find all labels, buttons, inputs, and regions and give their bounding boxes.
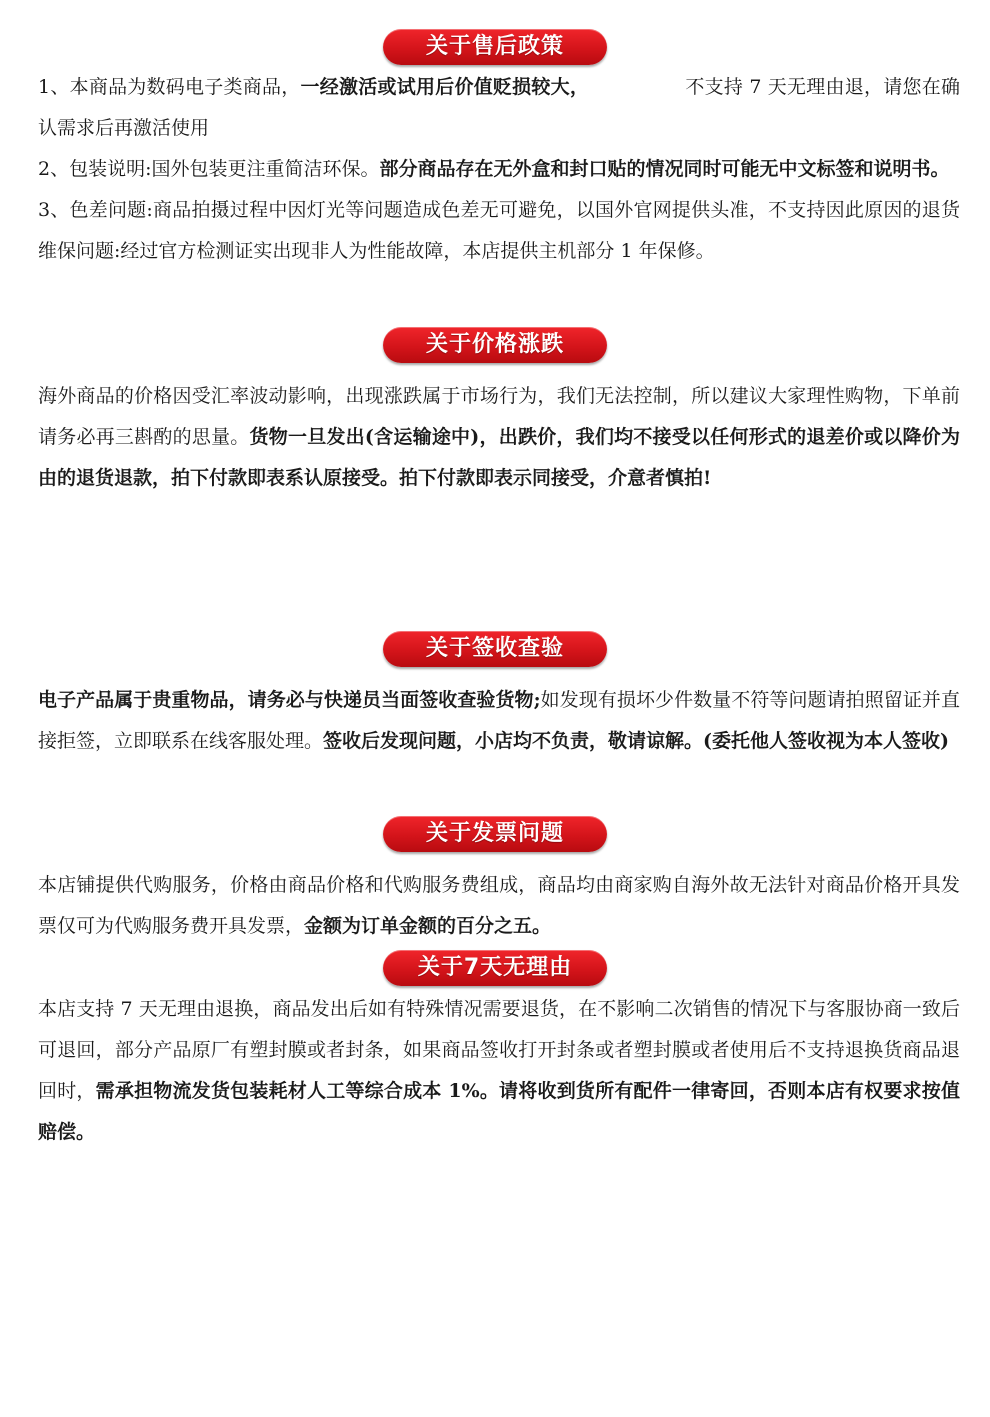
inspection-banner: 关于签收查验 bbox=[383, 631, 607, 667]
after-sales-item-1-emphasis: 一经激活或试用后价值贬损较大， bbox=[300, 76, 590, 98]
price-text: 海外商品的价格因受汇率波动影响，出现涨跌属于市场行为，我们无法控制，所以建议大家理性购物，下单前请务必再三斟酌的思量。 bbox=[38, 385, 960, 448]
price-paragraph bbox=[38, 376, 960, 499]
price-banner: 关于价格涨跌 bbox=[383, 327, 607, 363]
after-sales-item-2-emphasis: 部分商品存在无外盒和封口贴的情况同时可能无中文标签和说明书。 bbox=[379, 158, 950, 180]
after-sales-item-1 bbox=[38, 67, 960, 149]
after-sales-item-3: 3、色差问题:商品拍摄过程中因灯光等问题造成色差无可避免，以国外官网提供头准，不支持因此原因的退货维保问题:经过官方检测证实出现非人为性能故障，本店提供主机部分 1 年保修。 bbox=[38, 199, 960, 262]
inspection-section bbox=[38, 680, 960, 762]
inspection-text: 如发现有损坏少件数量不符等问题请拍照留证并直接拒签，立即联系在线客服处理。 bbox=[38, 689, 960, 752]
invoice-section bbox=[38, 865, 960, 947]
return7-paragraph bbox=[38, 989, 960, 1153]
return7-emphasis: 需承担物流发货包装耗材人工等综合成本 1%。请将收到货所有配件一律寄回，否则本店有权要求按值赔偿。 bbox=[38, 1080, 960, 1143]
after-sales-item-1-text: 1、本商品为数码电子类商品， bbox=[38, 76, 301, 98]
invoice-banner: 关于发票问题 bbox=[383, 816, 607, 852]
after-sales-item-2-text: 2、包装说明:国外包装更注重简洁环保。 bbox=[38, 158, 380, 180]
inspection-emphasis-2: 签收后发现问题，小店均不负责，敬请谅解。(委托他人签收视为本人签收) bbox=[323, 730, 949, 752]
price-section bbox=[38, 376, 960, 499]
after-sales-item-1-tail: 不支持 7 天无理由退，请您在确认需求后再激活使用 bbox=[38, 76, 960, 139]
after-sales-section bbox=[38, 67, 960, 272]
after-sales-banner: 关于售后政策 bbox=[383, 29, 607, 65]
inspection-emphasis-1: 电子产品属于贵重物品，请务必与快递员当面签收查验货物; bbox=[38, 689, 541, 711]
return7-section bbox=[38, 989, 960, 1153]
inspection-paragraph bbox=[38, 680, 960, 762]
return7-banner: 关于7天无理由 bbox=[383, 950, 607, 986]
invoice-paragraph bbox=[38, 865, 960, 947]
price-emphasis: 货物一旦发出(含运输途中)，出跌价，我们均不接受以任何形式的退差价或以降价为由的退货退款，拍下付款即表系认原接受。拍下付款即表示同接受，介意者慎拍! bbox=[38, 426, 960, 489]
invoice-emphasis: 金额为订单金额的百分之五。 bbox=[304, 915, 552, 937]
invoice-text: 本店铺提供代购服务，价格由商品价格和代购服务费组成，商品均由商家购自海外故无法针对商品价格开具发票仅可为代购服务费开具发票， bbox=[38, 874, 960, 937]
after-sales-item-2 bbox=[38, 149, 960, 190]
return7-text: 本店支持 7 天无理由退换，商品发出后如有特殊情况需要退货，在不影响二次销售的情况下与客服协商一致后可退回，部分产品原厂有塑封膜或者封条，如果商品签收打开封条或者塑封膜或者使用后不支持退换货商品退回时， bbox=[38, 998, 960, 1102]
